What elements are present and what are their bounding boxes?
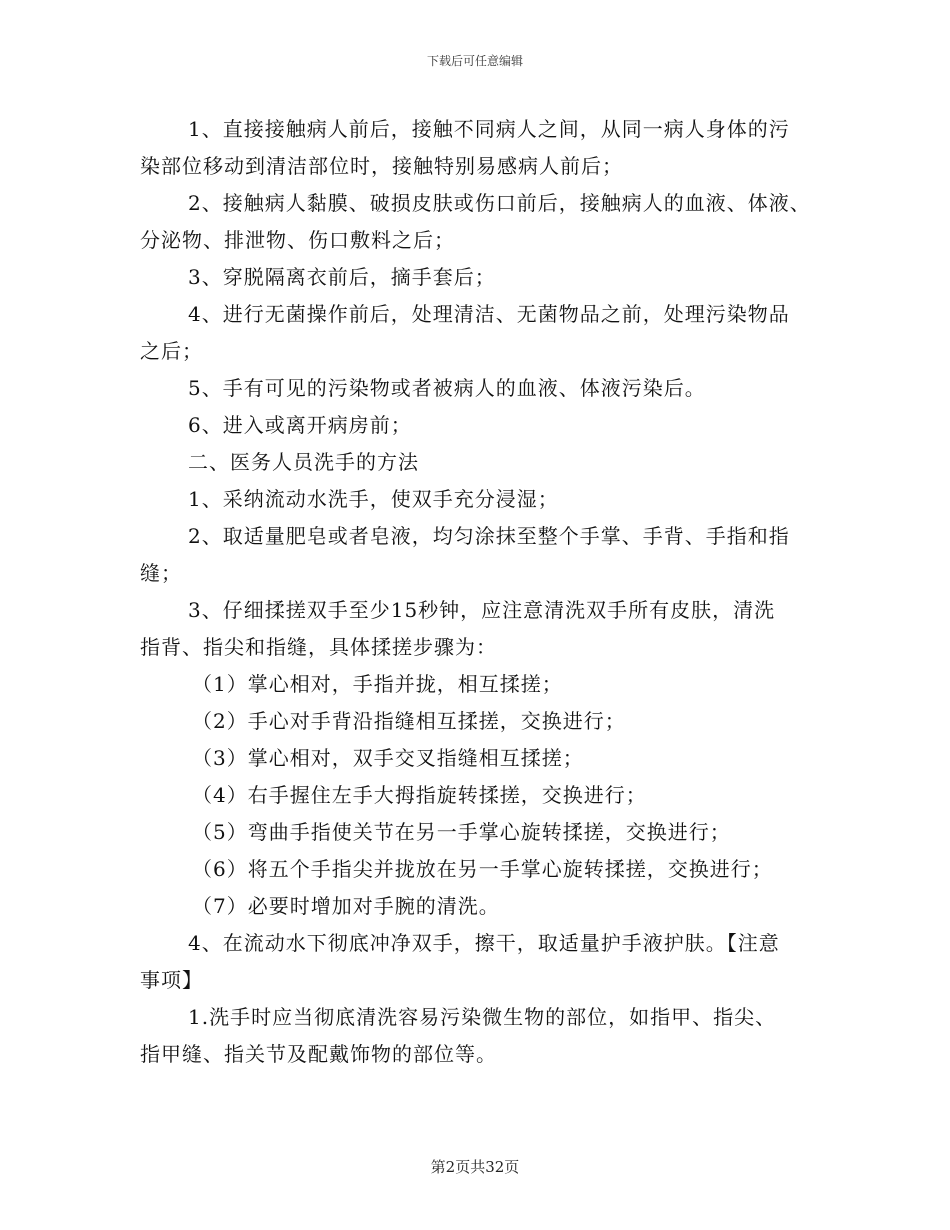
document-body (140, 111, 820, 1073)
text-line: 指甲缝、指关节及配戴饰物的部位等。 (140, 1042, 497, 1066)
text-line: 分泌物、排泄物、伤口敷料之后； (140, 228, 455, 252)
text-line: 2、接触病人黏膜、破损皮肤或伤口前后，接触病人的血液、体液、 (188, 191, 811, 215)
text-line: 缝； (140, 561, 182, 585)
text-line: 3、仔细揉搓双手至少15秒钟，应注意清洗双手所有皮肤，清洗 (188, 598, 776, 622)
step-item: （2）手心对手背沿指缝相互揉搓，交换进行； (192, 709, 626, 733)
text-line: 3、穿脱隔离衣前后，摘手套后； (188, 265, 496, 289)
page-header: 下载后可任意编辑 (426, 54, 523, 68)
text-line: 5、手有可见的污染物或者被病人的血液、体液污染后。 (188, 376, 706, 400)
text-line: 4、进行无菌操作前后，处理清洁、无菌物品之前，处理污染物品 (188, 302, 790, 326)
step-item: （5）弯曲手指使关节在另一手掌心旋转揉搓，交换进行； (192, 820, 731, 844)
text-line: 指背、指尖和指缝，具体揉搓步骤为： (140, 635, 497, 659)
step-item: （4）右手握住左手大拇指旋转揉搓，交换进行； (192, 783, 647, 807)
text-line: 4、在流动水下彻底冲净双手，擦干，取适量护手液护肤。【注意 (188, 931, 780, 955)
step-item: （3）掌心相对，双手交叉指缝相互揉搓； (192, 746, 584, 770)
section-heading: 二、医务人员洗手的方法 (188, 450, 419, 474)
text-line: 1、采纳流动水洗手，使双手充分浸湿； (188, 487, 559, 511)
step-item: （6）将五个手指尖并拢放在另一手掌心旋转揉搓，交换进行； (192, 857, 773, 881)
page-footer: 第2页共32页 (430, 1158, 520, 1176)
text-line: 2、取适量肥皂或者皂液，均匀涂抹至整个手掌、手背、手指和指 (188, 524, 790, 548)
text-line: 染部位移动到清洁部位时，接触特别易感病人前后； (140, 154, 623, 178)
text-line: 之后； (140, 339, 203, 363)
step-item: （1）掌心相对，手指并拢，相互揉搓； (192, 672, 563, 696)
step-item: （7）必要时增加对手腕的清洗。 (192, 894, 500, 918)
text-line: 事项】 (140, 968, 203, 992)
text-line: 1.洗手时应当彻底清洗容易污染微生物的部位，如指甲、指尖、 (188, 1005, 777, 1029)
text-line: 1、直接接触病人前后，接触不同病人之间，从同一病人身体的污 (188, 117, 790, 141)
text-line: 6、进入或离开病房前； (188, 413, 412, 437)
